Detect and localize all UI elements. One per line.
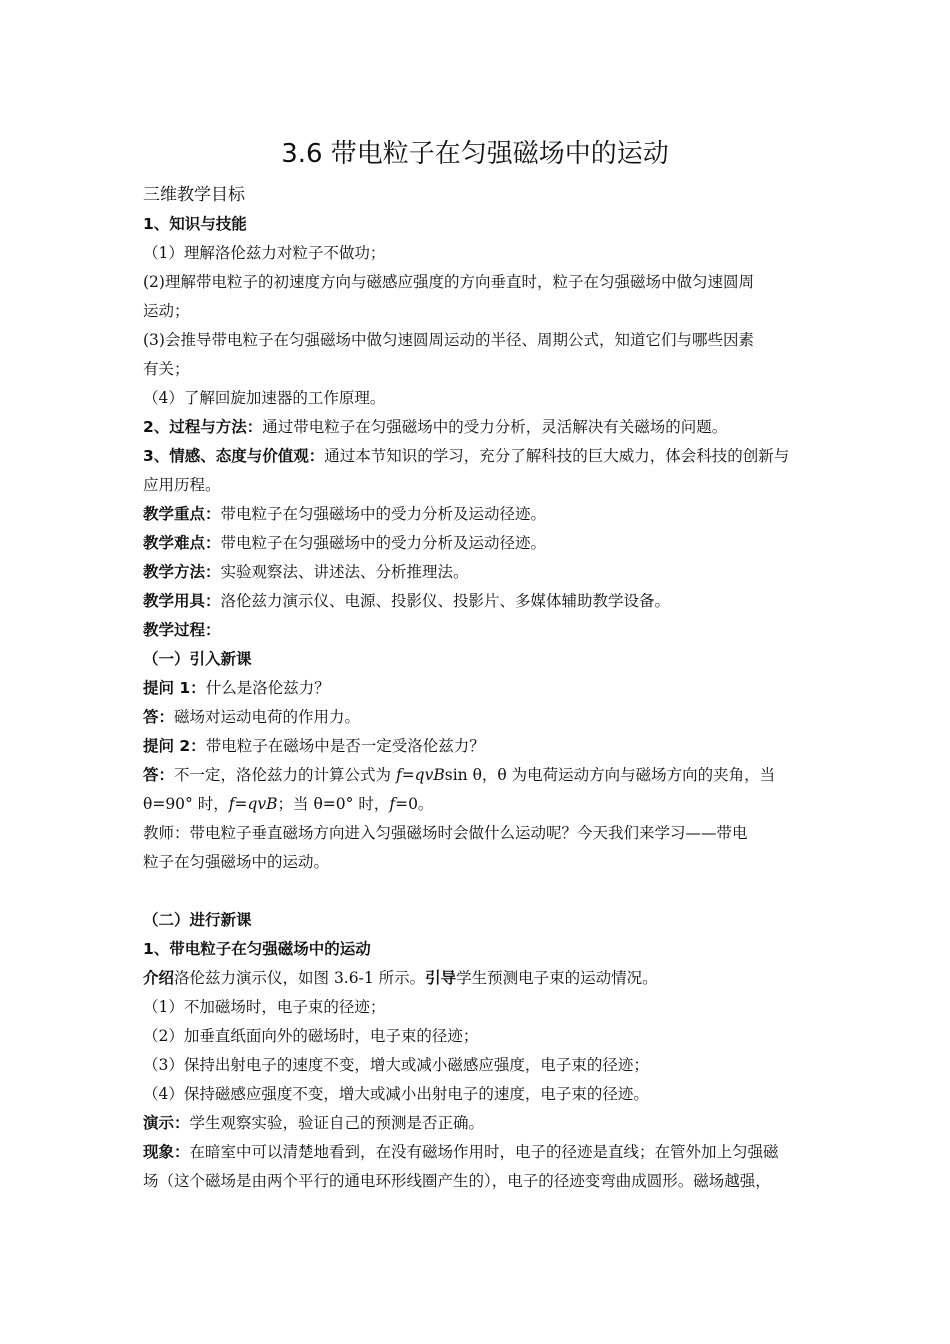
tools-text: 洛伦兹力演示仪、电源、投影仪、投影片、多媒体辅助教学设备。 — [220, 592, 671, 610]
question-2-label: 提问 2： — [143, 737, 206, 755]
tools-paragraph — [143, 591, 823, 611]
process-paragraph — [143, 417, 823, 437]
process-label: 2、过程与方法： — [143, 418, 263, 436]
knowledge-item-cont: 运动； — [143, 302, 190, 320]
answer-2-cont — [143, 794, 823, 814]
knowledge-item: （4）了解回旋加速器的工作原理。 — [143, 389, 386, 407]
formula-force: f=qvB — [228, 795, 278, 813]
phenomenon-text-cont: 场（这个磁场是由两个平行的通电环形线圈产生的），电子的径迹变弯曲成圆形。磁场越强， — [143, 1172, 771, 1190]
prediction-item: （3）保持出射电子的速度不变，增大或减小磁感应强度，电子束的径迹； — [143, 1056, 649, 1074]
question-2-text: 带电粒子在磁场中是否一定受洛伦兹力？ — [205, 737, 485, 755]
formula-force: f=qvB — [395, 766, 445, 784]
knowledge-heading: 1、知识与技能 — [143, 215, 247, 233]
guide-label: 引导 — [425, 969, 457, 987]
guide-text: 学生预测电子束的运动情况。 — [456, 969, 658, 987]
knowledge-item-cont: 有关； — [143, 360, 190, 378]
demo-paragraph — [143, 1113, 823, 1133]
intro-text: 洛伦兹力演示仪，如图 3.6-1 所示。 — [174, 969, 426, 987]
prediction-item: （4）保持磁感应强度不变，增大或减小出射电子的速度，电子束的径迹。 — [143, 1085, 649, 1103]
answer-1 — [143, 707, 823, 727]
answer-2-text: sin θ，θ 为电荷运动方向与磁场方向的夹角，当 — [444, 766, 776, 784]
method-paragraph — [143, 562, 823, 582]
prediction-item: （1）不加磁场时，电子束的径迹； — [143, 998, 386, 1016]
question-1-text: 什么是洛伦兹力？ — [205, 679, 330, 697]
focus-label: 教学重点： — [143, 505, 221, 523]
prediction-item: （2）加垂直纸面向外的磁场时，电子束的径迹； — [143, 1027, 479, 1045]
answer-2 — [143, 765, 823, 785]
new-lesson-subheading: 1、带电粒子在匀强磁场中的运动 — [143, 940, 371, 958]
teacher-remark: 教师：带电粒子垂直磁场方向进入匀强磁场时会做什么运动呢？今天我们来学习——带电 — [143, 824, 748, 842]
question-2 — [143, 736, 823, 756]
intro-label: 介绍 — [143, 969, 175, 987]
difficulty-text: 带电粒子在匀强磁场中的受力分析及运动径迹。 — [220, 534, 547, 552]
tools-label: 教学用具： — [143, 592, 221, 610]
knowledge-item: (3)会推导带电粒子在匀强磁场中做匀速圆周运动的半径、周期公式，知道它们与哪些因素 — [143, 331, 754, 349]
demo-label: 演示： — [143, 1114, 190, 1132]
knowledge-item: (2)理解带电粒子的初速度方向与磁感应强度的方向垂直时，粒子在匀强磁场中做匀速圆周 — [143, 273, 754, 291]
answer-1-text: 磁场对运动电荷的作用力。 — [174, 708, 361, 726]
page-title: 3.6 带电粒子在匀强磁场中的运动 — [281, 139, 669, 169]
procedure-heading: 教学过程： — [143, 621, 221, 639]
focus-text: 带电粒子在匀强磁场中的受力分析及运动径迹。 — [220, 505, 547, 523]
method-label: 教学方法： — [143, 563, 221, 581]
method-text: 实验观察法、讲述法、分析推理法。 — [220, 563, 469, 581]
goals-heading: 三维教学目标 — [143, 185, 245, 205]
answer-2-label: 答： — [143, 766, 175, 784]
emotion-label: 3、情感、态度与价值观： — [143, 447, 325, 465]
formula-force: f — [389, 795, 396, 813]
answer-2-text: =0。 — [395, 795, 434, 813]
answer-2-text: 不一定，洛伦兹力的计算公式为 — [174, 766, 396, 784]
demo-text: 学生观察实验，验证自己的预测是否正确。 — [189, 1114, 485, 1132]
emotion-paragraph — [143, 446, 823, 466]
difficulty-paragraph — [143, 533, 823, 553]
phenomenon-label: 现象： — [143, 1143, 190, 1161]
answer-2-text: ；当 θ=0° 时， — [277, 795, 390, 813]
phenomenon-paragraph — [143, 1142, 823, 1162]
phenomenon-text: 在暗室中可以清楚地看到，在没有磁场作用时，电子的径迹是直线；在管外加上匀强磁 — [189, 1143, 779, 1161]
question-1 — [143, 678, 823, 698]
intro-paragraph — [143, 968, 823, 988]
emotion-text-cont: 应用历程。 — [143, 476, 221, 494]
focus-paragraph — [143, 504, 823, 524]
answer-2-text: θ=90° 时， — [143, 795, 229, 813]
knowledge-item: （1）理解洛伦兹力对粒子不做功； — [143, 244, 386, 262]
difficulty-label: 教学难点： — [143, 534, 221, 552]
emotion-text: 通过本节知识的学习，充分了解科技的巨大威力，体会科技的创新与 — [324, 447, 790, 465]
intro-heading: （一）引入新课 — [143, 650, 252, 668]
answer-1-label: 答： — [143, 708, 175, 726]
process-text: 通过带电粒子在匀强磁场中的受力分析，灵活解决有关磁场的问题。 — [262, 418, 728, 436]
teacher-remark-cont: 粒子在匀强磁场中的运动。 — [143, 853, 330, 871]
question-1-label: 提问 1： — [143, 679, 206, 697]
new-lesson-heading: （二）进行新课 — [143, 911, 252, 929]
